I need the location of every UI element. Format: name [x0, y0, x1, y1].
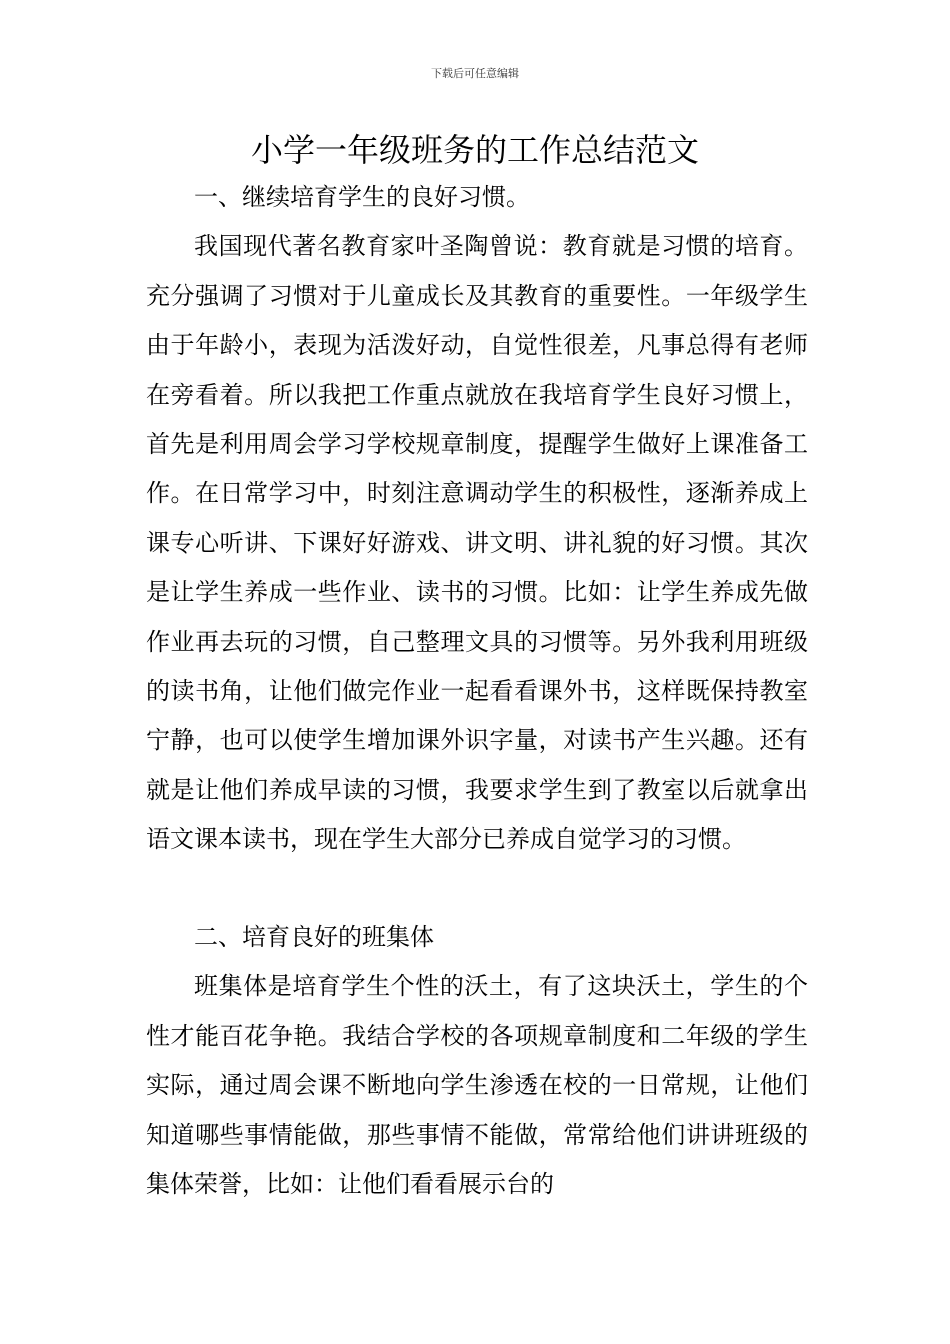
section-1-paragraph: 我国现代著名教育家叶圣陶曾说：教育就是习惯的培育。充分强调了习惯对于儿童成长及其教育的重要性。一年级学生由于年龄小，表现为活泼好动，自觉性很差，凡事总得有老师在旁看着。所以我把工作重点就放在我培育学生良好习惯上，首先是利用周会学习学校规章制度，提醒学生做好上课准备工作。在日常学习中，时刻注意调动学生的积极性，逐渐养成上课专心听讲、下课好好游戏、讲文明、讲礼貌的好习惯。其次是让学生养成一些作业、读书的习惯。比如：让学生养成先做作业再去玩的习惯，自己整理文具的习惯等。另外我利用班级的读书角，让他们做完作业一起看看课外书，这样既保持教室宁静，也可以使学生增加课外识字量，对读书产生兴趣。还有就是让他们养成早读的习惯，我要求学生到了教室以后就拿出语文课本读书，现在学生大部分已养成自觉学习的习惯。 [146, 232, 808, 854]
section-1 [146, 173, 808, 865]
section-2-paragraph: 班集体是培育学生个性的沃土，有了这块沃土，学生的个性才能百花争艳。我结合学校的各项规章制度和二年级的学生实际，通过周会课不断地向学生渗透在校的一日常规，让他们知道哪些事情能做，那些事情不能做，常常给他们讲讲班级的集体荣誉，比如：让他们看看展示台的 [146, 972, 808, 1199]
section-1-heading: 一、继续培育学生的良好习惯。 [194, 183, 530, 211]
document-title: 小学一年级班务的工作总结范文 [250, 131, 699, 169]
section-2-heading: 二、培育良好的班集体 [194, 923, 434, 951]
page-header-note: 下载后可任意编辑 [431, 67, 519, 80]
section-2 [146, 913, 808, 1209]
